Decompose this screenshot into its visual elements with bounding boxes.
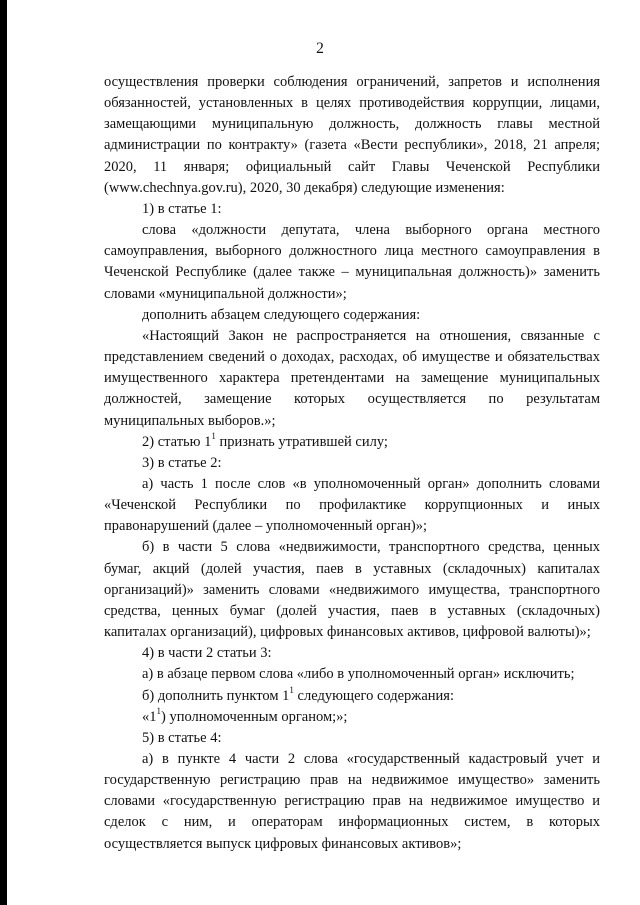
item-5a: а) в пункте 4 части 2 слова «государственный кадастровый учет и государственную регистрацию прав на недвижимое имущество» заменить словами «государственную регистрацию прав на недвижимое имущество и сделок с ним, и операторам информационных систем, в которых осуществляется выпуск цифровых финансовых активов»;	[104, 751, 600, 852]
page-number: 2	[316, 40, 324, 57]
item-4a: а) в абзаце первом слова «либо в уполномоченный орган» исключить;	[142, 666, 575, 683]
scan-edge-bar	[0, 0, 7, 905]
item-2-superscript: 1	[211, 430, 216, 441]
paragraph-words-replace: слова «должности депутата, члена выборного органа местного самоуправления, выборного должностного лица местного самоуправления в Чеченской Республике (далее также – муниципальная должность)» заменить словами «муниципальной должности»;	[104, 222, 600, 302]
item-3a: а) часть 1 после слов «в уполномоченный орган» дополнить словами «Чеченской Республики по профилактике коррупционных и иных правонарушений (далее – уполномоченный орган)»;	[104, 475, 600, 535]
intro-line-6: (www.chechnya.gov.ru), 2020, 30 декабря) следующие изменения:	[104, 179, 505, 196]
item-4b-text: б) дополнить пунктом 1	[142, 687, 290, 704]
item-2-tail: признать утратившей силу;	[215, 433, 388, 450]
item-4-quote-tail: ) уполномоченным органом;»;	[161, 708, 348, 725]
paragraph-add-clause: дополнить абзацем следующего содержания:	[142, 306, 421, 323]
item-4-quote-superscript: 1	[156, 705, 161, 716]
item-1: 1) в статье 1:	[142, 200, 222, 217]
item-4-quote	[104, 707, 600, 728]
item-4b-tail: следующего содержания:	[293, 687, 454, 704]
item-4-quote-text: «1	[142, 708, 157, 725]
intro-line-5: 2020, 11 января; официальный сайт Главы Чеченской Республики	[104, 158, 600, 175]
item-3b: б) в части 5 слова «недвижимости, транспортного средства, ценных бумаг, акций (долей участия, паев в уставных (складочных) капиталах организаций)» заменить словами «недвижимого имущества, транспортного средства, ценных бумаг (долей участия, паев в уставных (складочных) капиталах организаций), цифровых финансовых активов, цифровой валюты)»;	[104, 539, 600, 641]
document-body	[104, 72, 600, 855]
item-4: 4) в части 2 статьи 3:	[142, 645, 272, 662]
item-4b-superscript: 1	[289, 684, 294, 695]
item-2-text: 2) статью 1	[142, 433, 212, 450]
intro-line-2: обязанностей, установленных в целях противодействия коррупции, лицами,	[104, 95, 600, 112]
intro-line-3: замещающими муниципальную должность, должность главы местной	[104, 116, 600, 133]
item-4b	[104, 686, 600, 707]
item-2	[104, 432, 600, 453]
item-3: 3) в статье 2:	[142, 454, 222, 471]
paragraph-quote: «Настоящий Закон не распространяется на отношения, связанные с представлением сведений о доходах, расходах, об имуществе и обязательствах имущественного характера претендентами на замещение муниципальных должностей, замещение которых осуществляется по результатам муниципальных выборов.»;	[104, 327, 600, 429]
item-5: 5) в статье 4:	[142, 729, 222, 746]
intro-line-1: осуществления проверки соблюдения ограничений, запретов и исполнения	[104, 74, 600, 90]
intro-line-4: администрации по контракту» (газета «Вести республики», 2018, 21 апреля;	[104, 137, 600, 154]
